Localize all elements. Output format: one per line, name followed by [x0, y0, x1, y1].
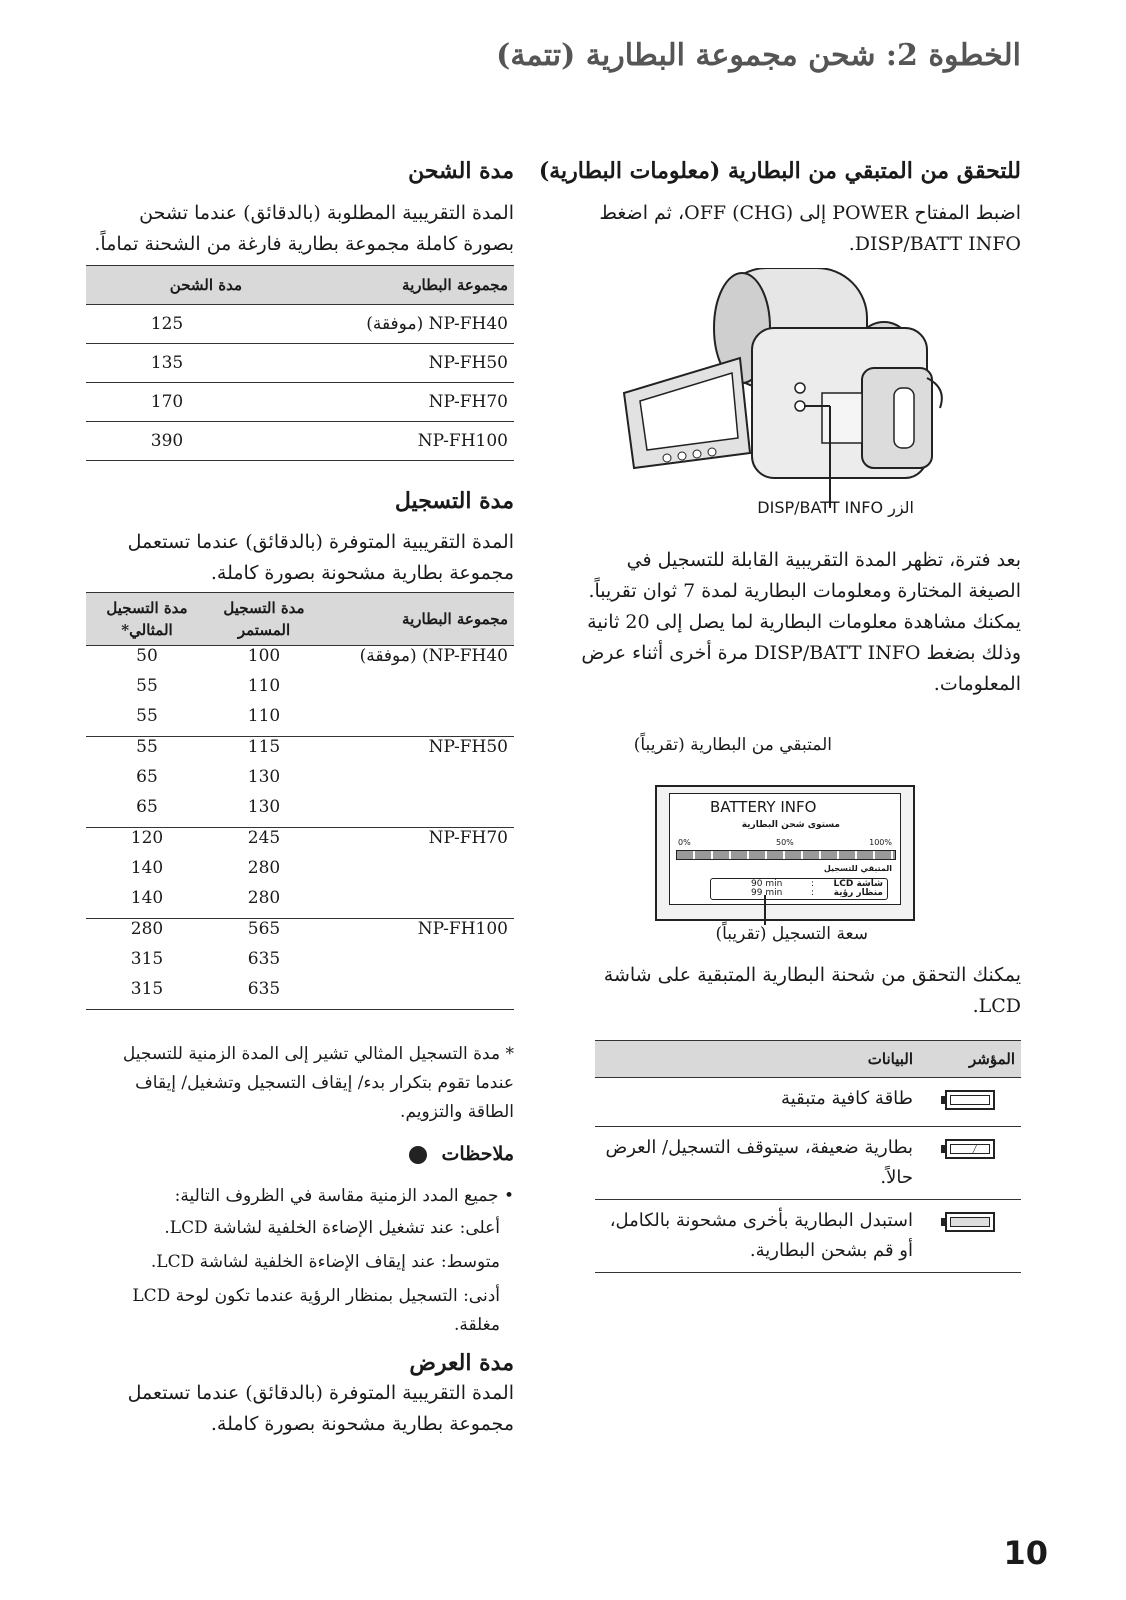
- indicator-row: [595, 1127, 1021, 1200]
- rec-battery-header: مجموعة البطارية: [320, 593, 514, 646]
- typical-minutes: 50: [136, 646, 158, 666]
- note-line: أدنى: التسجيل بمنظار الرؤية عندما تكون لوحة LCD مغلقة.: [132, 1286, 500, 1335]
- continuous-minutes: 245: [247, 828, 281, 848]
- battery-pack-header: مجموعة البطارية: [248, 266, 514, 305]
- typical-minutes: 120: [130, 828, 164, 848]
- battery-indicator-table: [595, 1040, 1021, 1273]
- indicator-text: طاقة كافية متبقية: [595, 1078, 919, 1127]
- charge-minutes: 390: [86, 422, 248, 461]
- battery-model: NP-FH100: [248, 422, 514, 461]
- typical-header: مدة التسجيل المثالي*: [86, 593, 208, 646]
- typical-minutes: 65: [86, 797, 208, 828]
- indicator-text: بطارية ضعيفة، سيتوقف التسجيل/ العرض حالاً.: [595, 1127, 919, 1200]
- typical-minutes: 140: [130, 858, 164, 878]
- rec-battery-model: NP-FH40) (موفقة): [320, 646, 514, 737]
- page-title: الخطوة 2: شحن مجموعة البطارية (تتمة): [496, 38, 1021, 73]
- indicator-header: المؤشر: [919, 1041, 1021, 1078]
- charging-time-table: [86, 265, 514, 461]
- rec-time-box: 90 min 99 min : : شاشة LCD منظار رؤية: [710, 878, 888, 900]
- typical-minutes: 280: [130, 919, 164, 939]
- scale-0: 0%: [678, 838, 691, 847]
- battery-info-description: بعد فترة، تظهر المدة التقريبية القابلة للتسجيل في الصيغة المختارة ومعلومات البطارية لمدة 7 ثوان تقريباً. يمكنك مشاهدة معلومات البطارية لما يصل إلى 20 ثانية وذلك بضغط DISP/BATT INFO مرة أخرى أثناء عرض المعلومات.: [581, 549, 1021, 695]
- typical-recording-footnote: * مدة التسجيل المثالي تشير إلى المدة الزمنية للتسجيل عندما تقوم بتكرار بدء/ إيقاف التسجيل وتشغيل/ إيقاف الطاقة والتزويم.: [122, 1044, 514, 1122]
- lcd-check-text: يمكنك التحقق من شحنة البطارية المتبقية على شاشة LCD.: [603, 964, 1021, 1017]
- continuous-minutes: 115: [247, 737, 281, 757]
- lcd-label: شاشة LCD: [833, 879, 883, 889]
- data-header: البيانات: [595, 1041, 919, 1078]
- disp-batt-button-label: الزر DISP/BATT INFO: [757, 498, 914, 517]
- continuous-minutes: 635: [247, 949, 281, 969]
- charging-time-header: مدة الشحن: [86, 266, 248, 305]
- camcorder-illustration: [622, 268, 962, 518]
- recording-time-text: المدة التقريبية المتوفرة (بالدقائق) عندما تستعمل مجموعة بطارية مشحونة بصورة كاملة.: [127, 531, 514, 584]
- notes-heading: [409, 1143, 514, 1165]
- viewfinder-minutes: 99: [751, 888, 763, 898]
- table-row: [86, 383, 514, 422]
- rec-battery-model: NP-FH100: [320, 919, 514, 1010]
- continuous-minutes: 100: [247, 646, 281, 666]
- battery-low-icon: [945, 1139, 995, 1159]
- scale-50: 50%: [776, 838, 794, 847]
- battery-model: NP-FH50: [248, 344, 514, 383]
- notes-heading-text: ملاحظات: [441, 1143, 514, 1165]
- table-row: [86, 737, 514, 768]
- typical-minutes: 65: [136, 767, 158, 787]
- charging-time-heading: مدة الشحن: [408, 158, 514, 184]
- rec-battery-model: NP-FH50: [320, 737, 514, 828]
- continuous-minutes: 110: [247, 676, 281, 696]
- battery-model: NP-FH40 (موفقة): [248, 305, 514, 344]
- note-line: متوسط: عند إيقاف الإضاءة الخلفية لشاشة LCD.: [150, 1252, 500, 1272]
- lcd-minutes: 90: [751, 879, 763, 889]
- screen-title: BATTERY INFO: [710, 798, 817, 816]
- table-row: [86, 344, 514, 383]
- screen-rec-label: المتبقي للتسجيل: [823, 864, 892, 873]
- lcd-unit: min: [765, 879, 783, 889]
- continuous-minutes: 280: [247, 858, 281, 878]
- indicator-row: [595, 1078, 1021, 1127]
- table-row: [86, 828, 514, 859]
- table-row: [86, 305, 514, 344]
- continuous-minutes: 635: [208, 979, 320, 1010]
- screen-level-label: مستوى شحن البطارية: [741, 820, 840, 830]
- note-line: • جميع المدد الزمنية مقاسة في الظروف التالية:: [174, 1186, 514, 1206]
- battery-level-bar: [676, 850, 896, 860]
- continuous-minutes: 110: [208, 706, 320, 737]
- table-row: [86, 646, 514, 677]
- typical-minutes: 140: [86, 888, 208, 919]
- continuous-header: مدة التسجيل المستمر: [208, 593, 320, 646]
- typical-minutes: 55: [136, 737, 158, 757]
- scale-100: 100%: [869, 838, 892, 847]
- check-battery-heading: للتحقق من المتبقي من البطارية (معلومات البطارية): [538, 158, 1021, 184]
- charge-minutes: 125: [86, 305, 248, 344]
- indicator-text: استبدل البطارية بأخرى مشحونة بالكامل، أو قم بشحن البطارية.: [595, 1200, 919, 1273]
- typical-minutes: 55: [86, 706, 208, 737]
- continuous-minutes: 130: [247, 767, 281, 787]
- check-battery-text: اضبط المفتاح POWER إلى OFF (CHG)، ثم اضغط DISP/BATT INFO.: [599, 202, 1021, 255]
- remaining-battery-label: المتبقي من البطارية (تقريباً): [633, 735, 832, 755]
- battery-replace-icon: [945, 1212, 995, 1232]
- viewfinder-label: منظار رؤية: [833, 888, 883, 898]
- recording-capacity-label: سعة التسجيل (تقريباً): [715, 924, 868, 944]
- page-number: 10: [1003, 1534, 1048, 1572]
- table-row: [86, 919, 514, 950]
- note-icon: [409, 1146, 427, 1164]
- table-row: [86, 422, 514, 461]
- rec-battery-model: NP-FH70: [320, 828, 514, 919]
- charging-time-text: المدة التقريبية المطلوبة (بالدقائق) عندما تشحن بصورة كاملة مجموعة بطارية فارغة من الشحنة تماماً.: [94, 202, 514, 255]
- continuous-minutes: 280: [208, 888, 320, 919]
- viewfinder-unit: min: [765, 888, 783, 898]
- indicator-row: [595, 1200, 1021, 1273]
- battery-model: NP-FH70: [248, 383, 514, 422]
- typical-minutes: 315: [130, 949, 164, 969]
- recording-time-heading: مدة التسجيل: [394, 488, 514, 514]
- display-time-heading: مدة العرض: [409, 1350, 514, 1376]
- note-line: أعلى: عند تشغيل الإضاءة الخلفية لشاشة LCD.: [164, 1218, 500, 1238]
- display-time-text: المدة التقريبية المتوفرة (بالدقائق) عندما تستعمل مجموعة بطارية مشحونة بصورة كاملة.: [127, 1382, 514, 1435]
- charge-minutes: 135: [86, 344, 248, 383]
- battery-info-screen: [655, 785, 915, 921]
- continuous-minutes: 565: [247, 919, 281, 939]
- typical-minutes: 315: [86, 979, 208, 1010]
- callout-line-bottom: [760, 895, 770, 925]
- charge-minutes: 170: [86, 383, 248, 422]
- continuous-minutes: 130: [208, 797, 320, 828]
- battery-full-icon: [945, 1090, 995, 1110]
- recording-time-table: [86, 592, 514, 1010]
- typical-minutes: 55: [136, 676, 158, 696]
